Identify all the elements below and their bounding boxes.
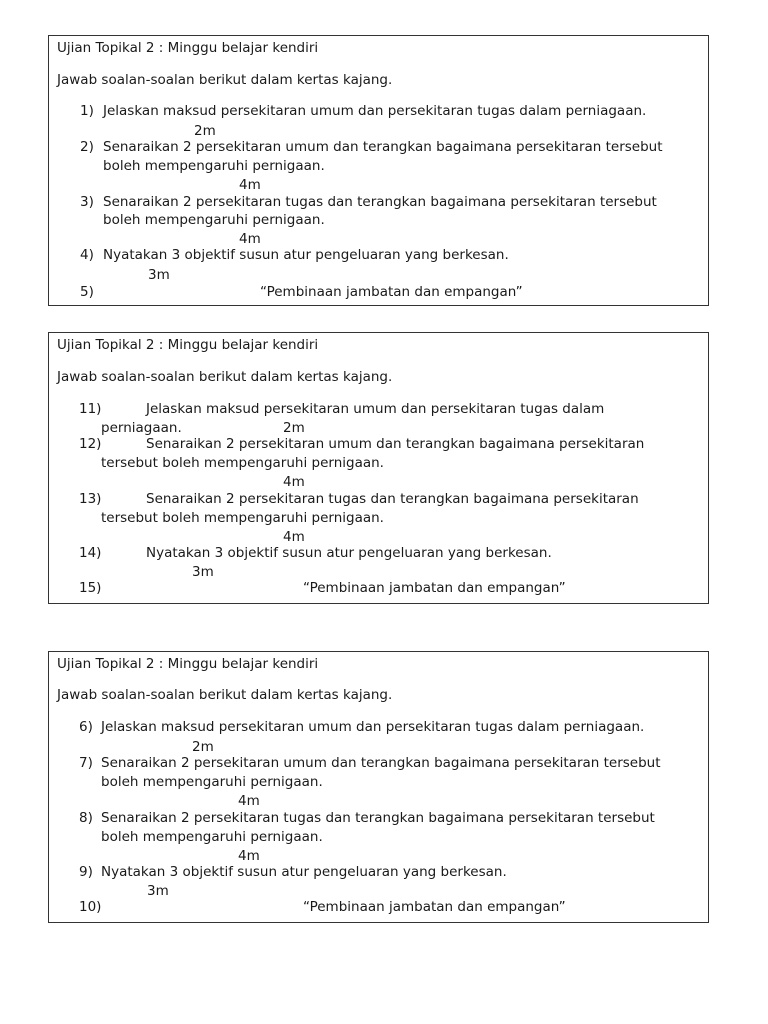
question-marks: 4m <box>238 793 260 809</box>
question-text: Senaraikan 2 persekitaran umum dan terangkan bagaimana persekitaran <box>146 436 645 452</box>
question-text: Nyatakan 3 objektif susun atur pengeluaran yang berkesan. <box>101 864 507 880</box>
question-marks: 2m <box>283 420 305 436</box>
sheet-heading: Ujian Topikal 2 : Minggu belajar kendiri <box>57 656 319 672</box>
question-number: 6) <box>79 719 93 735</box>
question-number: 4) <box>80 247 94 263</box>
question-marks: 3m <box>148 267 170 283</box>
question-marks: 4m <box>239 177 261 193</box>
question-text: Senaraikan 2 persekitaran tugas dan terangkan bagaimana persekitaran tersebut <box>101 810 655 826</box>
question-marks: 4m <box>238 848 260 864</box>
question-number: 8) <box>79 810 93 826</box>
question-number: 5) <box>80 284 94 300</box>
case-title: “Pembinaan jambatan dan empangan” <box>303 580 566 596</box>
question-text: Senaraikan 2 persekitaran tugas dan terangkan bagaimana persekitaran <box>146 491 639 507</box>
question-marks: 2m <box>194 123 216 139</box>
question-text: Jelaskan maksud persekitaran umum dan persekitaran tugas dalam perniagaan. <box>101 719 645 735</box>
question-text-continued: boleh mempengaruhi pernigaan. <box>103 212 325 228</box>
question-number: 2) <box>80 139 94 155</box>
question-marks: 3m <box>192 564 214 580</box>
question-text: Nyatakan 3 objektif susun atur pengeluaran yang berkesan. <box>103 247 509 263</box>
question-marks: 4m <box>239 231 261 247</box>
question-number: 7) <box>79 755 93 771</box>
question-number: 12) <box>79 436 102 452</box>
question-text-continued: tersebut boleh mempengaruhi pernigaan. <box>101 510 384 526</box>
sheet-heading: Ujian Topikal 2 : Minggu belajar kendiri <box>57 337 319 353</box>
question-text: Jelaskan maksud persekitaran umum dan persekitaran tugas dalam <box>146 401 605 417</box>
question-marks: 4m <box>283 529 305 545</box>
question-number: 9) <box>79 864 93 880</box>
question-number: 3) <box>80 194 94 210</box>
question-text-continued: boleh mempengaruhi pernigaan. <box>101 774 323 790</box>
question-number: 14) <box>79 545 102 561</box>
question-marks: 3m <box>147 883 169 899</box>
sheet-heading: Ujian Topikal 2 : Minggu belajar kendiri <box>57 40 319 56</box>
question-number: 15) <box>79 580 102 596</box>
question-text: Senaraikan 2 persekitaran umum dan terangkan bagaimana persekitaran tersebut <box>103 139 663 155</box>
question-text-continued: perniagaan. <box>101 420 182 436</box>
case-title: “Pembinaan jambatan dan empangan” <box>260 284 523 300</box>
question-text-continued: boleh mempengaruhi pernigaan. <box>101 829 323 845</box>
question-marks: 2m <box>192 739 214 755</box>
question-text: Senaraikan 2 persekitaran tugas dan terangkan bagaimana persekitaran tersebut <box>103 194 657 210</box>
question-text: Jelaskan maksud persekitaran umum dan persekitaran tugas dalam perniagaan. <box>103 103 647 119</box>
sheet-instruction: Jawab soalan-soalan berikut dalam kertas kajang. <box>57 72 393 88</box>
question-number: 1) <box>80 103 94 119</box>
question-text: Senaraikan 2 persekitaran umum dan terangkan bagaimana persekitaran tersebut <box>101 755 661 771</box>
sheet-instruction: Jawab soalan-soalan berikut dalam kertas kajang. <box>57 687 393 703</box>
sheet-instruction: Jawab soalan-soalan berikut dalam kertas kajang. <box>57 369 393 385</box>
question-number: 11) <box>79 401 102 417</box>
question-text-continued: boleh mempengaruhi pernigaan. <box>103 158 325 174</box>
question-marks: 4m <box>283 474 305 490</box>
question-text: Nyatakan 3 objektif susun atur pengeluaran yang berkesan. <box>146 545 552 561</box>
question-number: 13) <box>79 491 102 507</box>
case-title: “Pembinaan jambatan dan empangan” <box>303 899 566 915</box>
question-text-continued: tersebut boleh mempengaruhi pernigaan. <box>101 455 384 471</box>
question-number: 10) <box>79 899 102 915</box>
